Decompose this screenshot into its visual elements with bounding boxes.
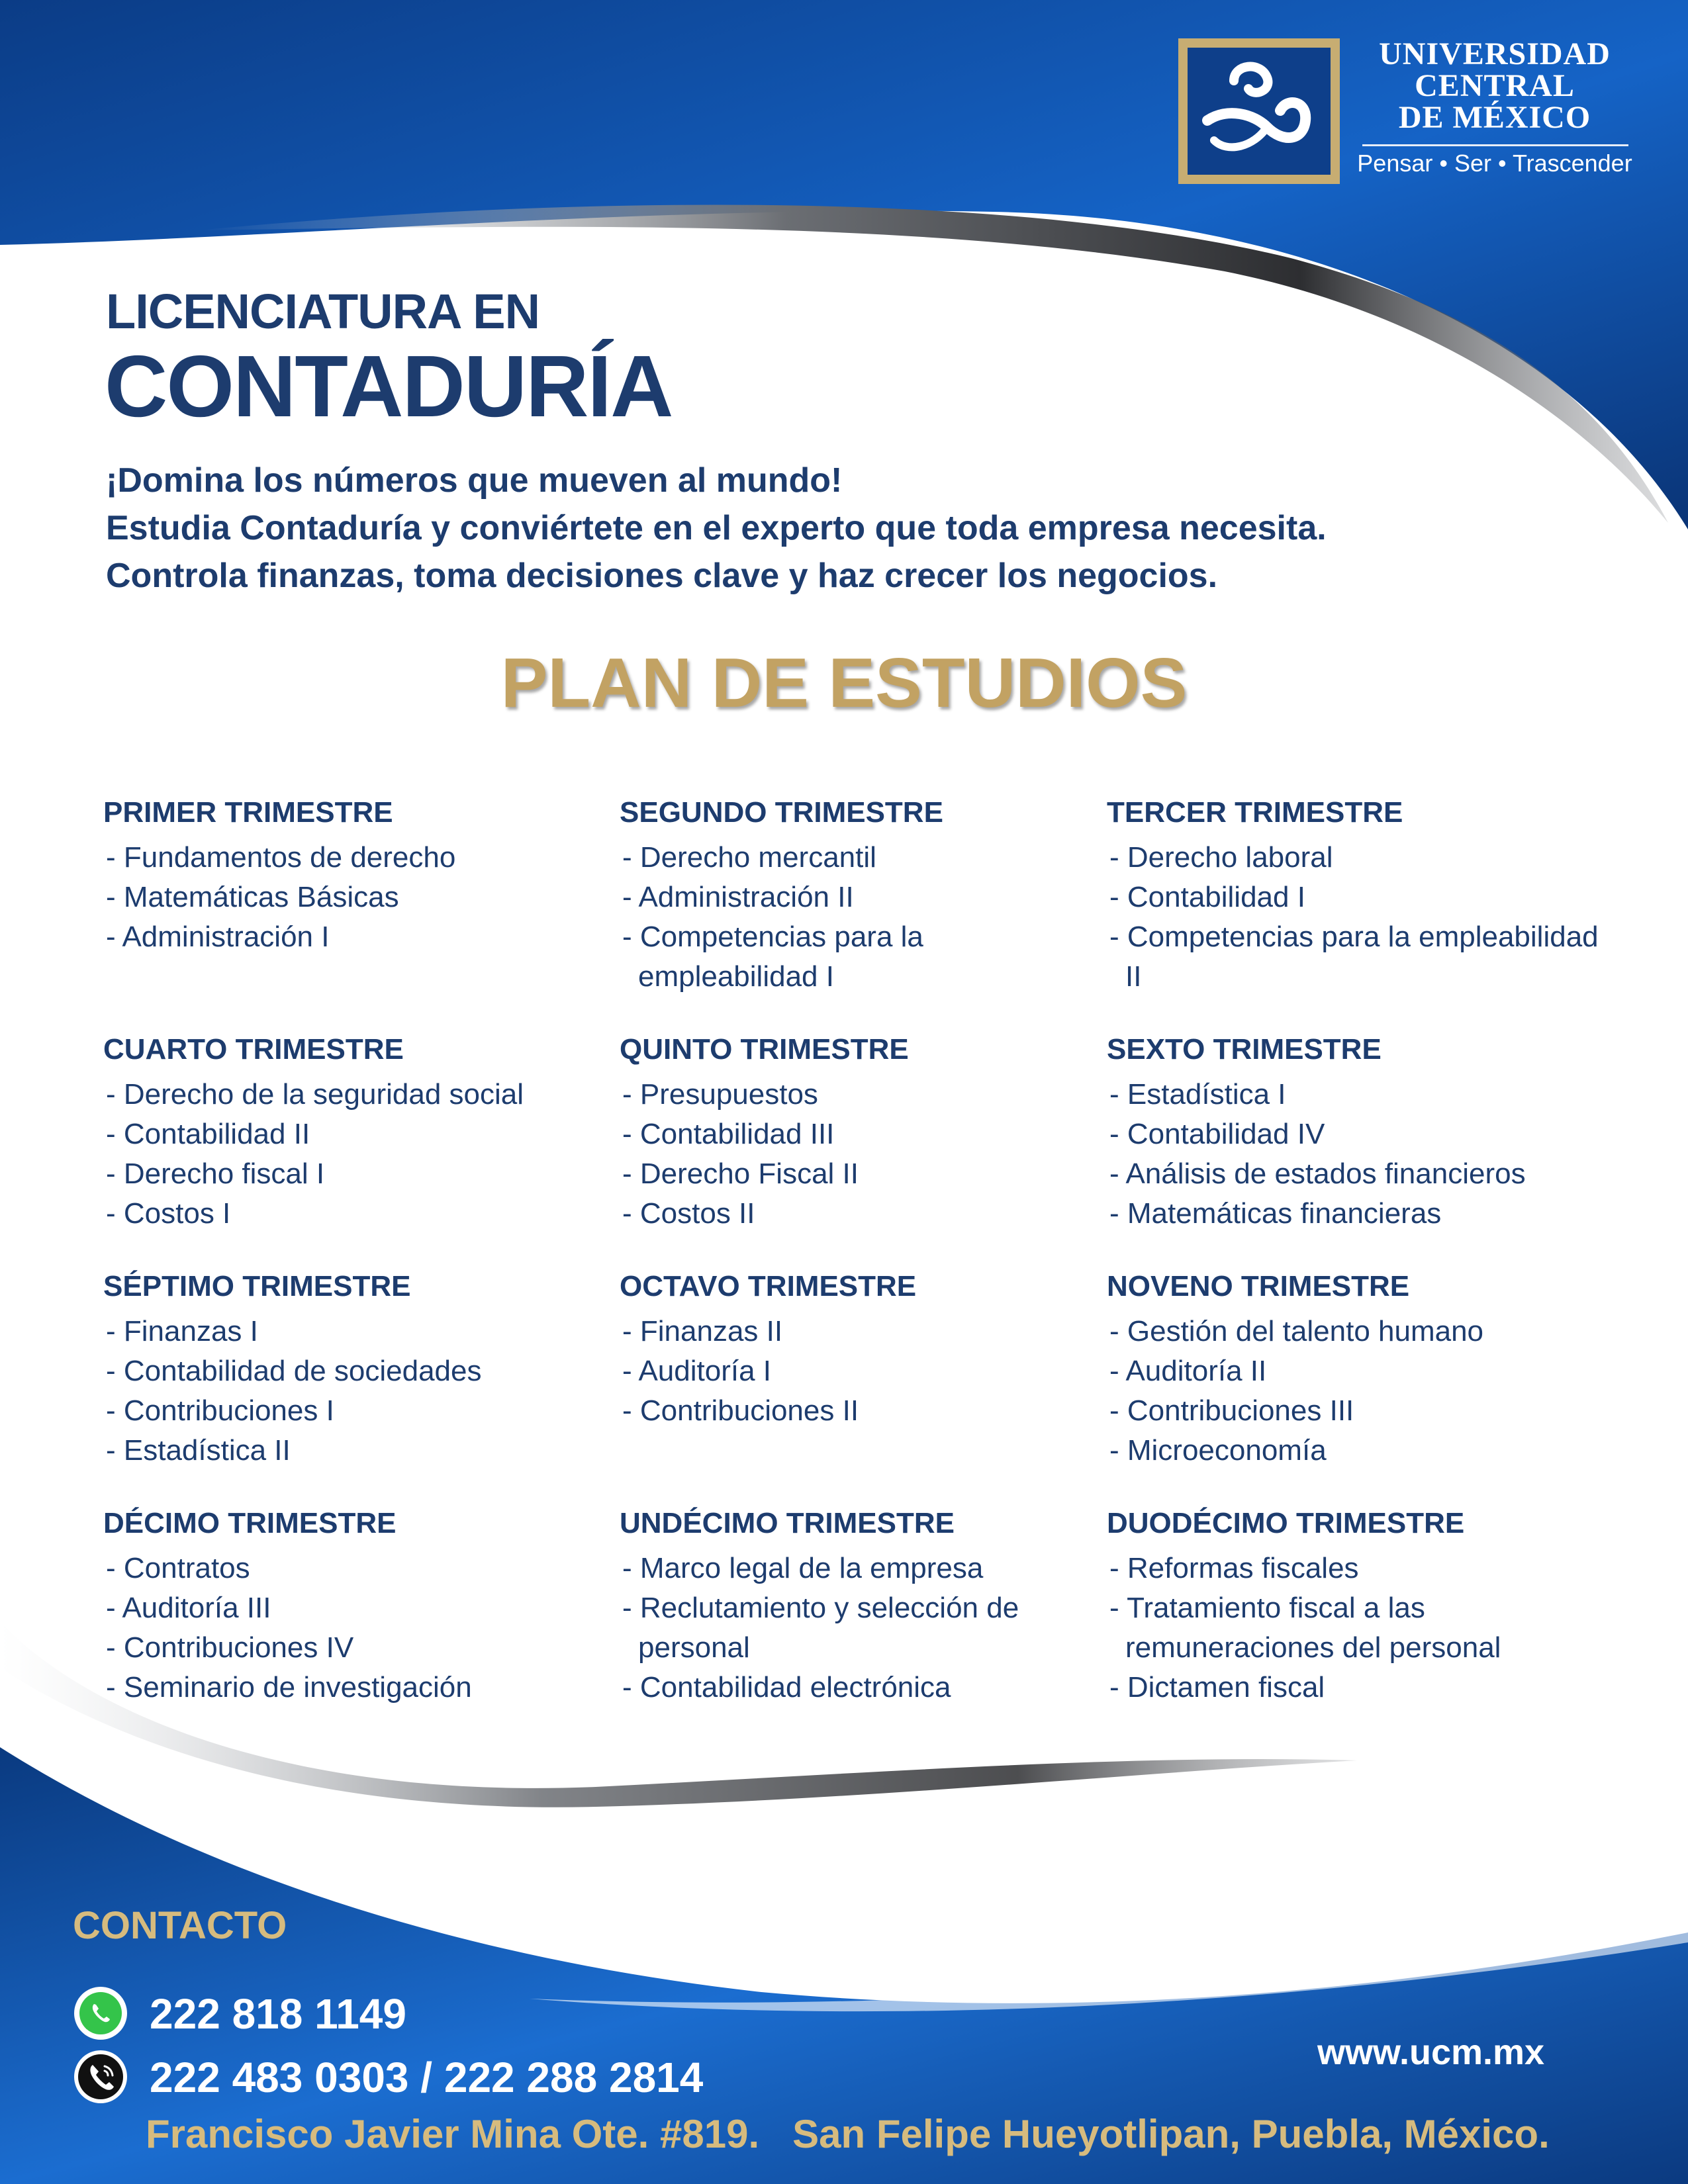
trimester-block [1107,1267,1599,1504]
trimester-title: CUARTO TRIMESTRE [103,1033,404,1066]
phone-numbers: 222 483 0303 / 222 288 2814 [150,2054,704,2101]
logo-name-line1: UNIVERSIDAD [1379,36,1611,71]
whatsapp-icon [73,1985,128,2041]
subject-item: - Auditoría II [1109,1355,1267,1387]
trimester-title: SÉPTIMO TRIMESTRE [103,1270,411,1302]
subject-item: - Contabilidad II [106,1118,310,1150]
trimester-block [1107,793,1599,1030]
trimester-title: SEXTO TRIMESTRE [1107,1033,1382,1066]
subject-item: - Derecho laboral [1109,841,1333,874]
trimester-block [103,1267,620,1504]
subject-item: - Análisis de estados financieros [1109,1158,1526,1190]
trimester-title: QUINTO TRIMESTRE [620,1033,909,1066]
subject-item: - Contabilidad III [622,1118,835,1150]
trimester-title: PRIMER TRIMESTRE [103,796,393,829]
trimester-block [620,793,1107,1030]
trimester-title: OCTAVO TRIMESTRE [620,1270,917,1302]
subject-item: - Derecho mercantil [622,841,876,874]
website-link[interactable]: www.ucm.mx [1317,2032,1545,2072]
trimester-grid [103,793,1599,1741]
trimester-title: DÉCIMO TRIMESTRE [103,1507,397,1539]
trimester-title: NOVENO TRIMESTRE [1107,1270,1410,1302]
trimester-title: SEGUNDO TRIMESTRE [620,796,943,829]
trimester-block [103,793,620,1030]
subject-item: - Contribuciones IV [106,1631,354,1664]
subject-item: - Contabilidad electrónica [622,1671,951,1704]
subject-item: - Auditoría I [622,1355,772,1387]
subject-item: - Derecho fiscal I [106,1158,325,1190]
subject-item: - Administración II [622,881,854,913]
intro-line: Estudia Contaduría y conviértete en el experto que toda empresa necesita. [106,509,1327,547]
subject-item: - Contribuciones II [622,1394,859,1427]
subject-item: - Marco legal de la empresa [622,1552,984,1584]
subject-item: - Contabilidad de sociedades [106,1355,482,1387]
subject-item: - Gestión del talento humano [1109,1315,1484,1347]
intro-line: Controla finanzas, toma decisiones clave y haz crecer los negocios. [106,557,1218,595]
subject-item: - Matemáticas Básicas [106,881,399,913]
subject-item: - Reclutamiento y selección de personal [622,1592,1019,1664]
subject-item: - Contabilidad I [1109,881,1305,913]
subject-item: - Seminario de investigación [106,1671,472,1704]
trimester-block [620,1504,1107,1741]
subject-item: - Tratamiento fiscal a las remuneraciones del personal [1109,1592,1501,1664]
subject-item: - Estadística I [1109,1078,1286,1111]
trimester-block [620,1267,1107,1504]
trimester-block [103,1504,620,1741]
program-title-prefix: LICENCIATURA EN [106,284,540,339]
subject-item: - Contribuciones III [1109,1394,1354,1427]
logo-emblem [1178,38,1340,184]
subject-item: - Finanzas II [622,1315,783,1347]
program-title: CONTADURÍA [105,338,673,435]
subject-item: - Contabilidad IV [1109,1118,1325,1150]
ucm-swirl-emblem-icon [1188,48,1331,175]
contact-title: CONTACTO [73,1904,287,1947]
subject-item: - Derecho de la seguridad social [106,1078,524,1111]
subject-item: - Fundamentos de derecho [106,841,456,874]
trimester-title: UNDÉCIMO TRIMESTRE [620,1507,955,1539]
phone-icon [73,2049,128,2105]
trimester-block [1107,1504,1599,1741]
subject-item: - Competencias para la empleabilidad I [622,921,923,993]
logo-divider [1362,144,1628,146]
subject-item: - Microeconomía [1109,1434,1327,1467]
trimester-block [620,1030,1107,1267]
subject-item: - Auditoría III [106,1592,271,1624]
subject-item: - Competencias para la empleabilidad II [1109,921,1599,993]
university-logo [1178,38,1642,184]
subject-item: - Presupuestos [622,1078,818,1111]
intro-line: ¡Domina los números que mueven al mundo! [106,461,843,500]
subject-item: - Finanzas I [106,1315,258,1347]
subject-item: - Costos II [622,1197,755,1230]
subject-item: - Matemáticas financieras [1109,1197,1442,1230]
logo-name-line2: CENTRAL [1415,68,1575,103]
subject-item: - Contribuciones I [106,1394,334,1427]
whatsapp-number: 222 818 1149 [150,1990,406,2038]
subject-item: - Derecho Fiscal II [622,1158,859,1190]
logo-name-line3: DE MÉXICO [1398,100,1591,135]
university-motto: Pensar • Ser • Trascender [1357,150,1632,177]
address: Francisco Javier Mina Ote. #819. San Felipe Hueyotlipan, Puebla, México. [146,2112,1550,2156]
trimester-title: DUODÉCIMO TRIMESTRE [1107,1507,1465,1539]
subject-item: - Administración I [106,921,330,953]
subject-item: - Estadística II [106,1434,291,1467]
intro-text [106,457,1562,600]
subject-item: - Dictamen fiscal [1109,1671,1325,1704]
subject-item: - Costos I [106,1197,231,1230]
trimester-block [1107,1030,1599,1267]
university-name [1349,38,1640,134]
subject-item: - Reformas fiscales [1109,1552,1359,1584]
trimester-title: TERCER TRIMESTRE [1107,796,1403,829]
trimester-block [103,1030,620,1267]
study-plan-title: PLAN DE ESTUDIOS [500,644,1188,722]
subject-item: - Contratos [106,1552,250,1584]
